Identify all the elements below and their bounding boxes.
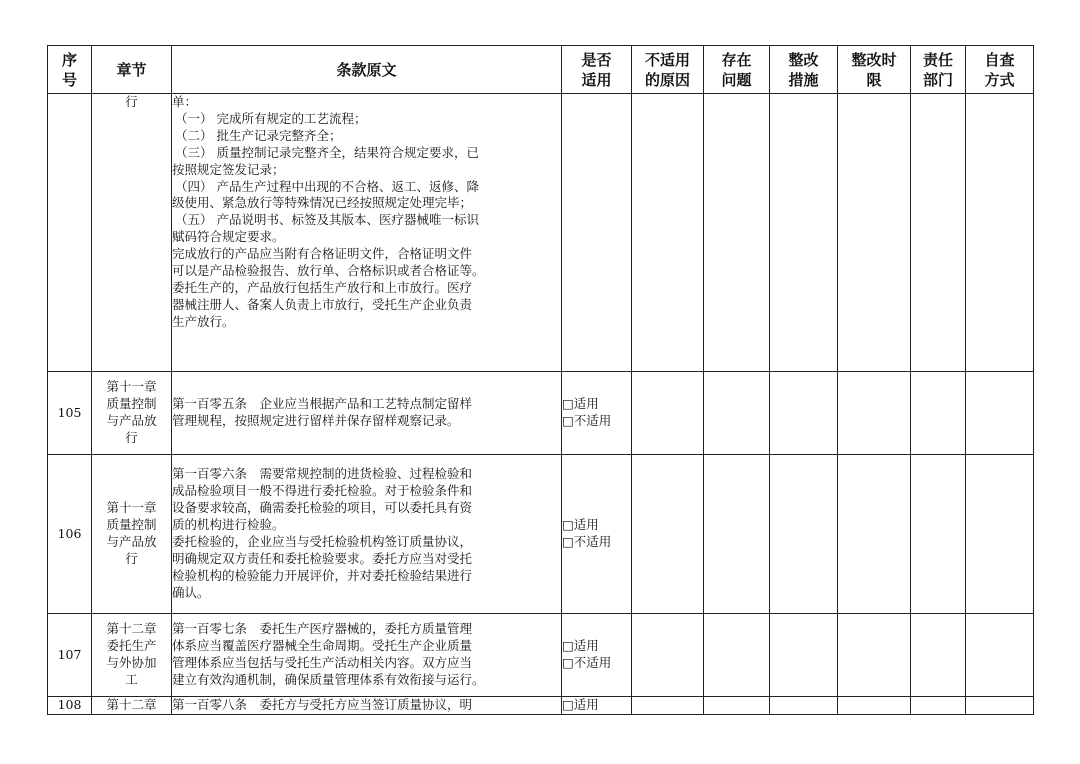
table-row bbox=[48, 614, 1034, 697]
row-deadline[interactable] bbox=[838, 697, 911, 715]
not-applicable-checkbox[interactable]: □不适用 bbox=[562, 534, 612, 549]
row-chapter: 第十一章 质量控制 与产品放 行 bbox=[92, 455, 172, 614]
row-clause: 第一百零七条 委托生产医疗器械的，委托方质量管理 体系应当覆盖医疗器械全生命周期。受托生产企业质量 管理体系应当包括与受托生产活动相关内容。双方应当 建立有效沟通机制，确保质量管理体系有效衔接与运行。 bbox=[172, 614, 562, 697]
header-chapter: 章节 bbox=[92, 46, 172, 94]
row-issue[interactable] bbox=[704, 697, 770, 715]
header-row bbox=[48, 46, 1034, 94]
row-seq: 106 bbox=[48, 455, 92, 614]
row-applicable[interactable] bbox=[562, 94, 632, 372]
row-na-reason[interactable] bbox=[632, 455, 704, 614]
header-issue: 存在 问题 bbox=[704, 46, 770, 94]
row-chapter: 第十二章 bbox=[92, 697, 172, 715]
applicable-checkbox[interactable]: □适用 bbox=[562, 697, 599, 712]
row-dept[interactable] bbox=[911, 614, 966, 697]
header-rectify: 整改 措施 bbox=[770, 46, 838, 94]
row-rectify[interactable] bbox=[770, 614, 838, 697]
table-row bbox=[48, 94, 1034, 372]
header-applicable: 是否 适用 bbox=[562, 46, 632, 94]
header-clause: 条款原文 bbox=[172, 46, 562, 94]
row-na-reason[interactable] bbox=[632, 94, 704, 372]
row-seq: 105 bbox=[48, 372, 92, 455]
row-applicable bbox=[562, 697, 632, 715]
row-issue[interactable] bbox=[704, 614, 770, 697]
row-deadline[interactable] bbox=[838, 372, 911, 455]
row-rectify[interactable] bbox=[770, 455, 838, 614]
row-seq: 108 bbox=[48, 697, 92, 715]
header-na-reason: 不适用 的原因 bbox=[632, 46, 704, 94]
not-applicable-checkbox[interactable]: □不适用 bbox=[562, 413, 612, 428]
row-chapter: 第十二章 委托生产 与外协加 工 bbox=[92, 614, 172, 697]
row-na-reason[interactable] bbox=[632, 372, 704, 455]
row-dept[interactable] bbox=[911, 455, 966, 614]
row-dept[interactable] bbox=[911, 94, 966, 372]
row-rectify[interactable] bbox=[770, 94, 838, 372]
row-seq bbox=[48, 94, 92, 372]
header-deadline: 整改时 限 bbox=[838, 46, 911, 94]
row-deadline[interactable] bbox=[838, 455, 911, 614]
row-method[interactable] bbox=[966, 455, 1034, 614]
header-method: 自查 方式 bbox=[966, 46, 1034, 94]
row-clause: 单： （一） 完成所有规定的工艺流程； （二） 批生产记录完整齐全； （三） 质量控制记录完整齐全，结果符合规定要求，已 按照规定签发记录； （四） 产品生产过程中出现的不合格、返工、返修、降 级使用、紧急放行等特殊情况已经按照规定处理完毕； （五） 产品说明书、标签及其版本、医疗器械唯一标识 赋码符合规定要求。 完成放行的产品应当附有合格证明文件，合格证明文件 可以是产品检验报告、放行单、合格标识或者合格证等。 委托生产的，产品放行包括生产放行和上市放行。医疗 器械注册人、备案人负责上市放行，受托生产企业负责 生产放行。 bbox=[172, 94, 562, 372]
row-chapter: 第十一章 质量控制 与产品放 行 bbox=[92, 372, 172, 455]
applicable-checkbox[interactable]: □适用 bbox=[562, 638, 599, 654]
row-issue[interactable] bbox=[704, 94, 770, 372]
row-method[interactable] bbox=[966, 94, 1034, 372]
row-chapter: 行 bbox=[92, 94, 172, 372]
table-row bbox=[48, 697, 1034, 715]
row-deadline[interactable] bbox=[838, 94, 911, 372]
header-seq: 序 号 bbox=[48, 46, 92, 94]
row-seq: 107 bbox=[48, 614, 92, 697]
row-dept[interactable] bbox=[911, 697, 966, 715]
header-dept: 责任 部门 bbox=[911, 46, 966, 94]
row-clause: 第一百零八条 委托方与受托方应当签订质量协议，明 bbox=[172, 697, 562, 715]
row-rectify[interactable] bbox=[770, 372, 838, 455]
row-applicable bbox=[562, 455, 632, 614]
applicable-checkbox[interactable]: □适用 bbox=[562, 396, 599, 412]
row-applicable bbox=[562, 614, 632, 697]
row-na-reason[interactable] bbox=[632, 614, 704, 697]
row-clause: 第一百零五条 企业应当根据产品和工艺特点制定留样 管理规程，按照规定进行留样并保存留样观察记录。 bbox=[172, 372, 562, 455]
table-row bbox=[48, 455, 1034, 614]
row-clause: 第一百零六条 需要常规控制的进货检验、过程检验和 成品检验项目一般不得进行委托检验。对于检验条件和 设备要求较高，确需委托检验的项目，可以委托具有资 质的机构进行检验。 委托检验的，企业应当与受托检验机构签订质量协议， 明确规定双方责任和委托检验要求。委托方应当对受托 检验机构的检验能力开展评价，并对委托检验结果进行 确认。 bbox=[172, 455, 562, 614]
row-method[interactable] bbox=[966, 614, 1034, 697]
applicable-checkbox[interactable]: □适用 bbox=[562, 517, 599, 533]
not-applicable-checkbox[interactable]: □不适用 bbox=[562, 655, 612, 670]
row-issue[interactable] bbox=[704, 372, 770, 455]
row-rectify[interactable] bbox=[770, 697, 838, 715]
row-issue[interactable] bbox=[704, 455, 770, 614]
row-applicable bbox=[562, 372, 632, 455]
self-inspection-table bbox=[47, 45, 1034, 715]
row-dept[interactable] bbox=[911, 372, 966, 455]
row-na-reason[interactable] bbox=[632, 697, 704, 715]
row-method[interactable] bbox=[966, 372, 1034, 455]
row-deadline[interactable] bbox=[838, 614, 911, 697]
row-method[interactable] bbox=[966, 697, 1034, 715]
table-row bbox=[48, 372, 1034, 455]
